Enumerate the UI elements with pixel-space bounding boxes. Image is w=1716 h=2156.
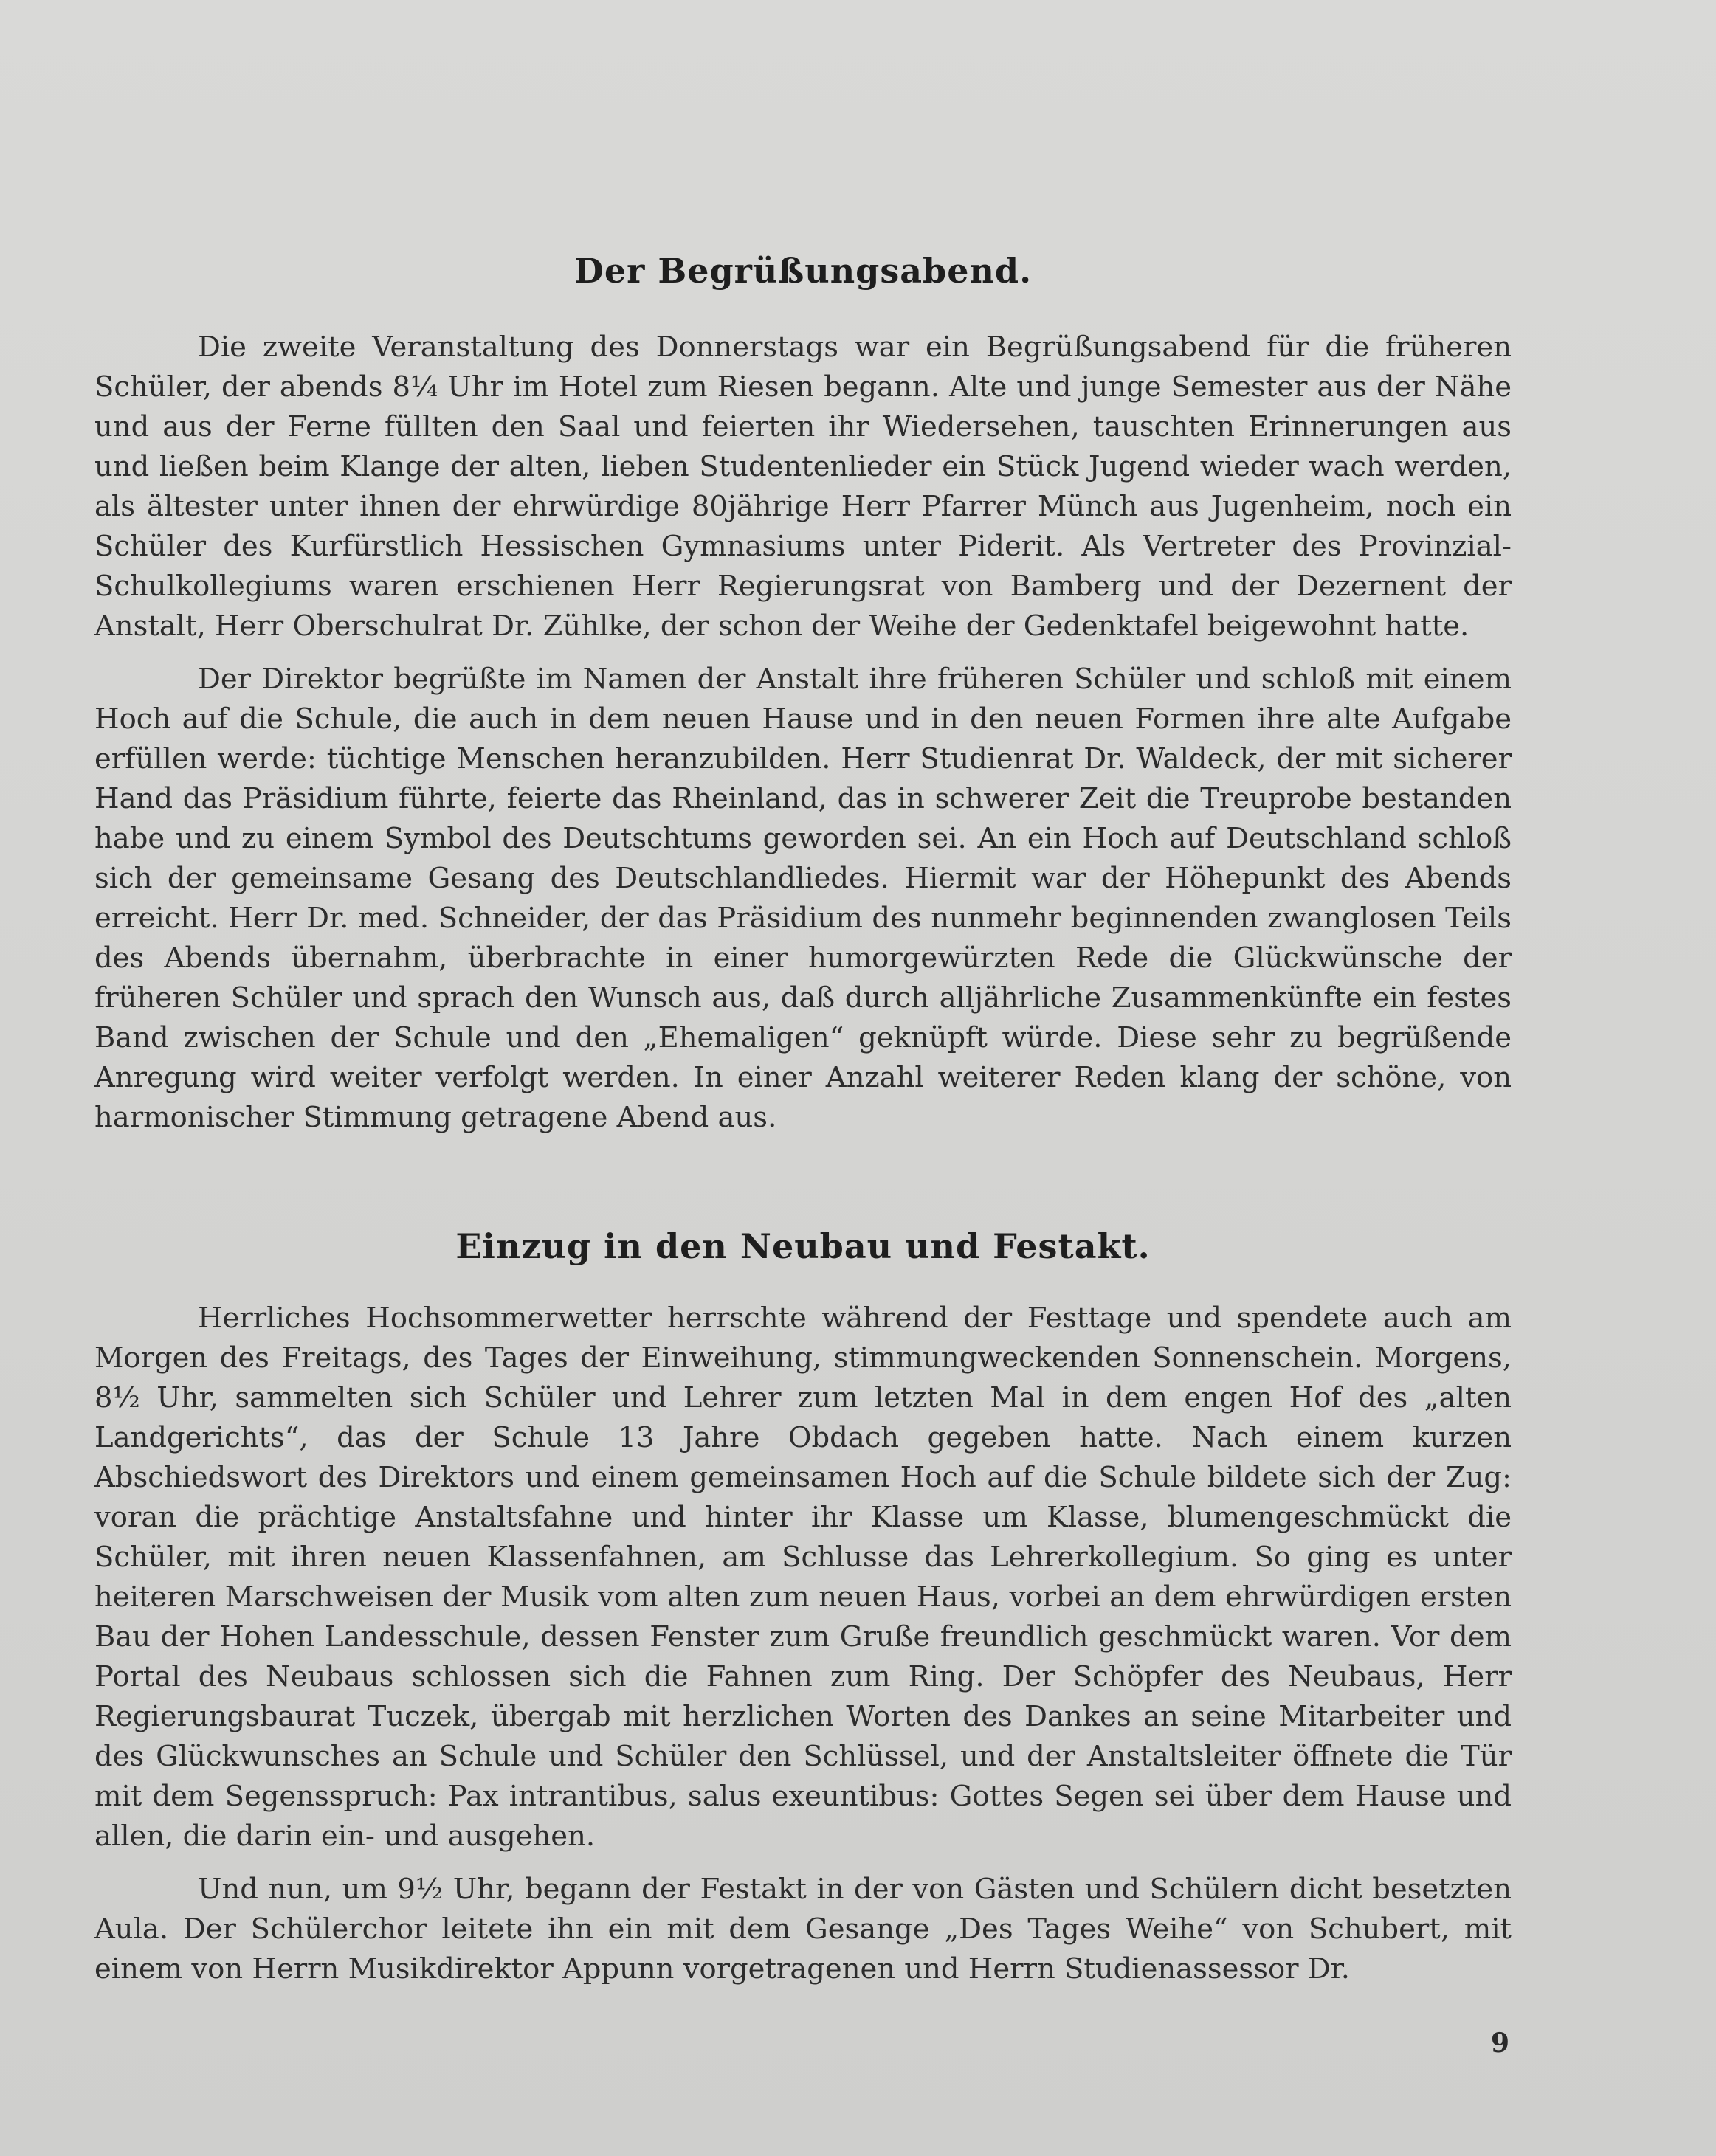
section-heading-begruessungsabend: Der Begrüßungsabend. [573, 251, 1033, 291]
paragraph: Der Direktor begrüßte im Namen der Anstalt ihre früheren Schüler und schloß mit einem Hoch auf die Schule, die auch in dem neuen Hause und in den neuen Formen ihre alte Aufgabe erfüllen werde: tüchtige Menschen heranzubilden. Herr Studienrat Dr. Waldeck, der mit sicherer Hand das Präsidium führte, feierte das Rheinland, das in schwerer Zeit die Treuprobe bestanden habe und zu einem Symbol des Deutschtums geworden sei. An ein Hoch auf Deutschland schloß sich der gemeinsame Gesang des Deutschlandliedes. Hiermit war der Höhepunkt des Abends erreicht. Herr Dr. med. Schneider, der das Präsidium des nunmehr beginnenden zwanglosen Teils des Abends übernahm, überbrachte in einer humorgewürzten Rede die Glückwünsche der früheren Schüler und sprach den Wunsch aus, daß durch alljährliche Zusammenkünfte ein festes Band zwischen der Schule und den „Ehemaligen“ geknüpft würde. Diese sehr zu begrüßende Anregung wird weiter verfolgt werden. In einer Anzahl weiterer Reden klang der schöne, von harmonischer Stimmung getragene Abend aus. [94, 663, 1512, 1134]
page-content [94, 251, 1512, 1989]
paragraph: Die zweite Veranstaltung des Donnerstags war ein Begrüßungsabend für die früheren Schüler, der abends 8¼ Uhr im Hotel zum Riesen begann. Alte und junge Semester aus der Nähe und aus der Ferne füllten den Saal und feierten ihr Wiedersehen, tauschten Erinnerungen aus und ließen beim Klange der alten, lieben Studentenlieder ein Stück Jugend wieder wach werden, als ältester unter ihnen der ehrwürdige 80jährige Herr Pfarrer Münch aus Jugenheim, noch ein Schüler des Kurfürstlich Hessischen Gymnasiums unter Piderit. Als Vertreter des Provinzial-Schulkollegiums waren erschienen Herr Regierungsrat von Bamberg und der Dezernent der Anstalt, Herr Oberschulrat Dr. Zühlke, der schon der Weihe der Gedenktafel beigewohnt hatte. [94, 331, 1512, 643]
paragraph: Und nun, um 9½ Uhr, begann der Festakt in der von Gästen und Schülern dicht besetzten Aula. Der Schülerchor leitete ihn ein mit dem Gesange „Des Tages Weihe“ von Schubert, mit einem von Herrn Musikdirektor Appunn vorgetragenen und Herrn Studienassessor Dr. [94, 1873, 1512, 1986]
paragraph: Herrliches Hochsommerwetter herrschte während der Festtage und spendete auch am Morgen des Freitags, des Tages der Einweihung, stimmungweckenden Sonnenschein. Morgens, 8½ Uhr, sammelten sich Schüler und Lehrer zum letzten Mal in dem engen Hof des „alten Landgerichts“, das der Schule 13 Jahre Obdach gegeben hatte. Nach einem kurzen Abschiedswort des Direktors und einem gemeinsamen Hoch auf die Schule bildete sich der Zug: voran die prächtige Anstaltsfahne und hinter ihr Klasse um Klasse, blumengeschmückt die Schüler, mit ihren neuen Klassenfahnen, am Schlusse das Lehrerkollegium. So ging es unter heiteren Marschweisen der Musik vom alten zum neuen Haus, vorbei an dem ehrwürdigen ersten Bau der Hohen Landesschule, dessen Fenster zum Gruße freundlich geschmückt waren. Vor dem Portal des Neubaus schlossen sich die Fahnen zum Ring. Der Schöpfer des Neubaus, Herr Regierungsbaurat Tuczek, übergab mit herzlichen Worten des Dankes an seine Mitarbeiter und des Glückwunsches an Schule und Schüler den Schlüssel, und der Anstaltsleiter öffnete die Tür mit dem Segensspruch: Pax intrantibus, salus exeuntibus: Gottes Segen sei über dem Hause und allen, die darin ein- und ausgehen. [94, 1302, 1512, 1853]
page-number: 9 [1490, 2028, 1509, 2059]
section-heading-einzug-festakt: Einzug in den Neubau und Festakt. [455, 1226, 1151, 1266]
